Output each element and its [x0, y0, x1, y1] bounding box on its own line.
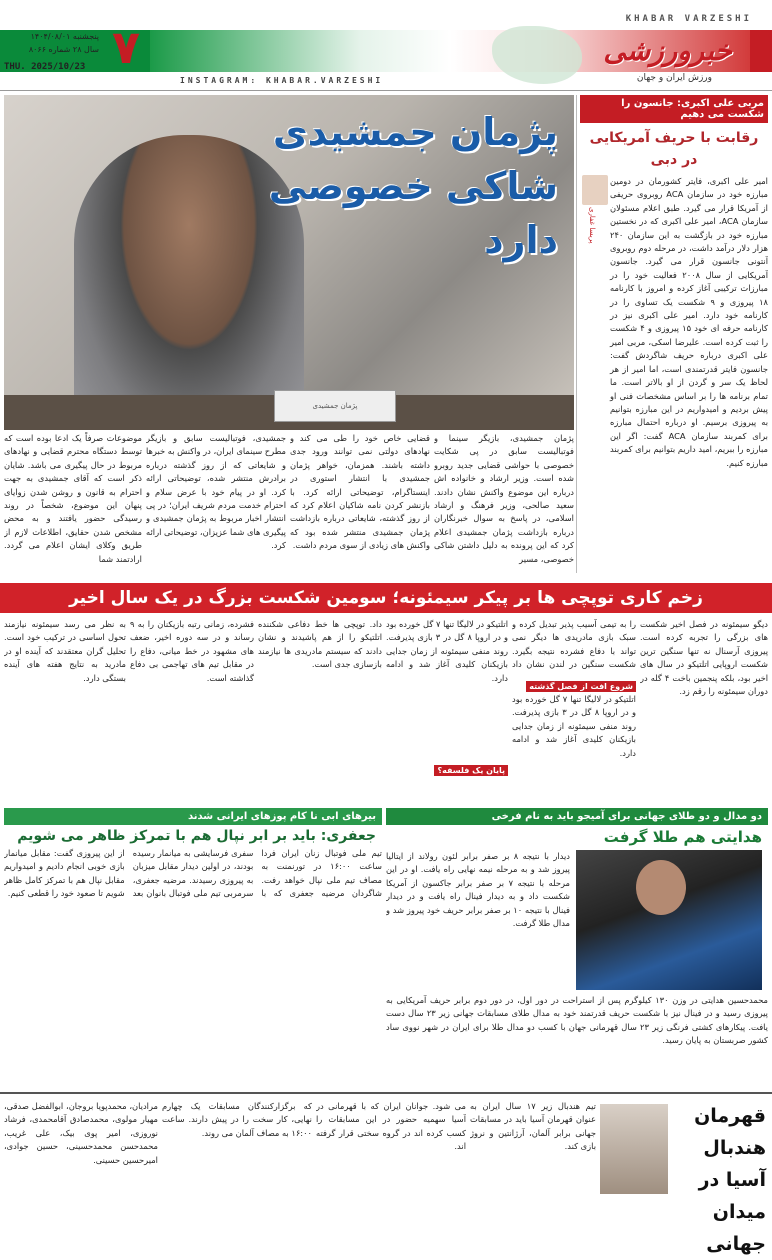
page-number: ۷: [111, 20, 141, 74]
article-column-4: موضوعات صرفاً یک ادعا بوده است که توسط دستگاه محترم قضایی و نهادهای مربوط در حال پیگیری می باشد. شایان ذکر است که آقای جمشیدی به جهت احترام به قانون و روشن شدن زوایای پنهان این موضوع، شخصاً در روند رسیدگی حضور یافتند و به محض مشخص شدن حقایق، اطلاعات لازم از طریق وکلای ایشان اعلام می گردد. ارادتمند شما: [4, 433, 142, 564]
logo-subtitle: ورزش ایران و جهان: [636, 73, 712, 83]
simeone-col-4: داد. توپچی ها خط دفاعی شکننده اتلتیکو را از هم پاشیدند و نشان دادند که سیستم مادریدی ها نیازمند بازسازی جدی است.: [258, 619, 382, 670]
football-kicker: بیرهای ابی نا کام پوزهای ایرانی شدند: [4, 808, 382, 825]
hero-headline[interactable]: پژمان جمشیدی شاکی خصوصی دارد: [268, 110, 558, 262]
handball-col-4: مرادیان، محمدپویا بروجان، ابوالفضل صدقی، مهیار مولوی، محمدصادق آقامحمدی، فرشاد نوروزی، امیر پوی بیک، علی غریب، محمدحسن محمدحسینی، حسین جوادی، امیرحسین حسینی.: [4, 1101, 158, 1165]
sub-kicker-1: شروع افت از فصل گذشته: [526, 681, 636, 692]
side-kicker: مربی علی اکبری: جانسون را شکست می دهیم: [580, 95, 768, 123]
football-body: تیم ملی فوتبال زنان ایران فردا ساعت ۱۶:۰۰ در تورنمنت به مصاف تیم ملی نپال خواهد رفت. شاگردان مرضیه جعفری که با سفری فرسایشی به میانمار رسیده بودند، در اولین دیدار مقابل میزبان به پیروزی رسیدند. مرضیه جعفری، سرمربی تیم ملی فوتبال بانوان بعد از این پیروزی گفت: مقابل میانمار بازی خوبی انجام دادیم و امیدواریم مقابل نپال هم با تمرکز کامل ظاهر شویم تا صعود خود را قطعی کنیم.: [4, 848, 382, 899]
author-name: پریسا غفاری: [588, 207, 596, 244]
simeone-col-2-wrap: [512, 618, 636, 800]
wrestling-body: محمدحسین هدایتی در وزن ۱۳۰ کیلوگرم پس از استراحت در دور اول، در دور دوم برابر حریف آمریکایی به پیروزی رسید و در فینال نیز با شکست حریف قدرتمند خود به مدال طلای مسابقات جهانی زیر ۲۳ سال دست یافت. پیکارهای کشتی فرنگی زیر ۲۳ سال قهرمانی جهان با کسب دو مدال طلا برای ایران در شهر نووی ساد کشور صربستان به پایان رسید.: [386, 995, 768, 1046]
date-fa: پنجشنبه ۱۴۰۴/۰۸/۰۱: [30, 32, 99, 41]
simeone-col-2b: اتلتیکو در لالیگا تنها ۷ گل خورده بود و در اروپا ۸ گل در ۳ بازی پذیرفت. روند منفی سیمئونه از زمان جدایی بازیکنان کلیدی آغاز شد و ادامه دارد.: [512, 694, 636, 758]
handball-col-3: که برگزارکنندگان مسابقات یک چهارم نهایی، کار سخت را در پیش دارند. ساعت ۱۶:۰۰ به مصاف آلمان می روند.: [162, 1101, 312, 1138]
wrestling-kicker: دو مدال و دو طلای جهانی برای آمیجو باید به نام فرخی: [386, 808, 768, 825]
date-block: [4, 30, 99, 56]
simeone-col-2: را به تیمی آسیب پذیر تبدیل کرده و سبک بازی مادریدی ها دیگر نمی تواند با دفاع فشرده نتیجه بگیرد. شکست سنگین در لندن نشان داد: [512, 619, 636, 670]
wrestling-title[interactable]: هدایتی هم طلا گرفت: [603, 828, 762, 846]
simeone-col-6: به نظر می رسد سیمئونه نیازمند تحول اساسی در ترکیب خود است. تحلیل گران معتقدند که آینده او در مادرید به نتایج هفته های آینده بستگی دارد.: [4, 619, 126, 683]
date-en: THU. 2025/10/23: [4, 62, 86, 72]
handball-col-1: تیم هندبال زیر ۱۷ سال ایران به عنوان قهرمان آسیا باید در مسابقات جهانی برابر آلمان، آرژانتین و نروژ بازی کند.: [470, 1101, 596, 1152]
issue-number: سال ۲۸ شماره ۸۰۶۶: [28, 45, 99, 54]
sub-kicker-2: پایان یک فلسفه؟: [434, 765, 508, 776]
handball-image: [600, 1104, 668, 1194]
side-body: امیر علی اکبری، فایتر کشورمان در دومین مبارزه خود در سازمان ACA روبروی حریفی از آمریکا قرار می گیرد. طبق اعلام مسئولان سازمان ACA، امیر علی اکبری که در نخستین مبارزه خود در بازگشت به این سازمان ۲۴۰ هزار دلار درآمد داشت، در مرحله دوم روبروی آنتونی جانسون قرار می گیرد. جانسون آمریکایی از سال ۲۰۰۸ فعالیت خود را در مبارزات ترکیبی آغاز کرده و امروز با کارنامه ۱۸ پیروزی و ۹ شکست یک تساوی را در کارنامه خود دارد. امیر علی اکبری نیز در کارنامه حرفه ای خود ۱۵ پیروزی و ۴ شکست را ثبت کرده است. علیرضا اسکی، مربی امیر علی اکبری درباره حریف شاگردش گفت: جانسون فایتر قدرتمندی است، اما امیر از هر لحاظ یک سر و گردن از او بالاتر است. ما تمام برنامه ها را بر اساس مشخصات فنی او پیش بردیم و امیدواریم در این مبارزه بتوانیم به پیروزی برسیم. او درباره احتمال مبارزه برای کمربند سازمان ACA گفت: اگر این مبارزه را ببریم، امید داریم بتوانیم برای کمربند مبارزه کنیم.: [610, 176, 768, 468]
iran-map-icon: [492, 26, 582, 84]
brand-latin: KHABAR VARZESHI: [625, 14, 752, 24]
author-avatar: [582, 175, 608, 205]
simeone-col-3: اتلتیکو در لالیگا تنها ۷ گل خورده بود و در اروپا ۸ گل در ۳ بازی پذیرفت. روند منفی سیمئونه از زمان جدایی بازیکنان کلیدی آغاز شد و ادامه دارد.: [386, 619, 508, 683]
handball-title[interactable]: قهرمان هندبال آسیا در میدان جهانی: [694, 1105, 766, 1255]
article-column-1: پژمان جمشیدی، بازیگر سینما و فوتبالیست سابق در پی شکایت خصوصی با حواشی قضایی جدید روبرو شده است. وزیر ارشاد و خانواده اش درباره این موضوع واکنش نشان دادند. سعید صالحی، وزیر فرهنگ و ارشاد اسلامی، در پاسخ به سوال خبرنگاران درباره بازداشت پژمان جمشیدی اعلام کرد که این پرونده به دلیل داشتن شاکی خصوصی، مسیر: [434, 433, 574, 564]
wrestling-body-2: دیدار با نتیجه ۸ بر صفر برابر لئون رولاند از ایتالیا پیروز شد و به مرحله نیمه نهایی راه یافت. او در این مرحله با نتیجه ۷ بر صفر برابر جاکسون از آمریکا شکست داد و به دیدار فینال راه یافت و در دیدار فینال با نتیجه ۱۰ بر صفر برابر حریف خود پیروز شد و مدال طلا گرفت.: [386, 851, 570, 929]
football-title[interactable]: جعفری: باید بر ابر نپال هم با تمرکز ظاهر می شویم: [17, 828, 376, 844]
side-title[interactable]: رقابت با حریف آمریکایی در دبی: [589, 130, 759, 168]
wrestler-image: [576, 850, 762, 990]
banner-headline[interactable]: زخم کاری توپچی ها بر پیکر سیمئونه؛ سومین شکست بزرگ در یک سال اخیر: [0, 583, 772, 613]
hero-image: [4, 95, 574, 430]
wrestling-section: [386, 808, 768, 849]
article-column-3: جمشیدی، فوتبالیست سابق و بازیگر مطرح سینمای ایران، در واکنش به خبرها و شایعاتی که از روز گذشته درباره برادرش منتشر شده، توضیحاتی ارائه کرد. او در پیام خود با عرض سلام و احترام خدمت مردم شریف ایران؛ در پی انتشار اخبار مربوط به پژمان جمشیدی و پیگیری های شما عزیزان، توضیحاتی ارائه کرد.: [146, 433, 286, 551]
hero-nameplate: پژمان جمشیدی: [274, 390, 396, 422]
divider: [0, 90, 772, 91]
side-story: [580, 95, 768, 573]
logo[interactable]: خبرورزشی: [603, 34, 732, 67]
column-divider: [576, 95, 577, 573]
handball-col-2: می شود. جوانان ایران که با قهرمانی در آسیا سهمیه حضور در این مسابقات را کسب کرده اند در گروه سختی قرار گرفته اند.: [316, 1101, 466, 1152]
football-section: [4, 808, 382, 1077]
simeone-col-3-wrap: [386, 618, 508, 800]
article-column-2: قضایی خاص خود را طی می کند و نهادهای دولتی نمی توانند ورود جدی داشته باشند. همزمان، خواهر پژمان جمشیدی با انتشار استوری در اینستاگرام، توضیحاتی ارائه کرد. با بازنشر کردن نامه شاکیان اعلام کرد که از روز گذشته، شایعاتی درباره بازداشت پژمان جمشیدی منتشر شده بود که واکنش های زیادی از سوی مردم داشت.: [290, 433, 430, 551]
wrestler-head: [636, 860, 686, 915]
simeone-col-1: دیگو سیمئونه در فصل اخیر شکست های بزرگی را تجربه کرده است. پیروزی آرسنال نه تنها سنگین ترین شکست اروپایی اتلتیکو در سال های اخیر بود، بلکه پنجمین باخت ۴ گله در دوران سیمئونه را رقم زد.: [640, 619, 768, 697]
simeone-col-5: فشرده، زمانی رتبه بازیکنان را به ۹ رساند و در سه دوره اخیر، ضعف های مشهود در خط میانی، دفاع را در مقابل تیم های تهاجمی بی دفاع گذاشته است.: [130, 619, 254, 683]
masthead: [0, 0, 772, 92]
instagram-handle[interactable]: INSTAGRAM: KHABAR.VARZESHI: [180, 76, 384, 85]
